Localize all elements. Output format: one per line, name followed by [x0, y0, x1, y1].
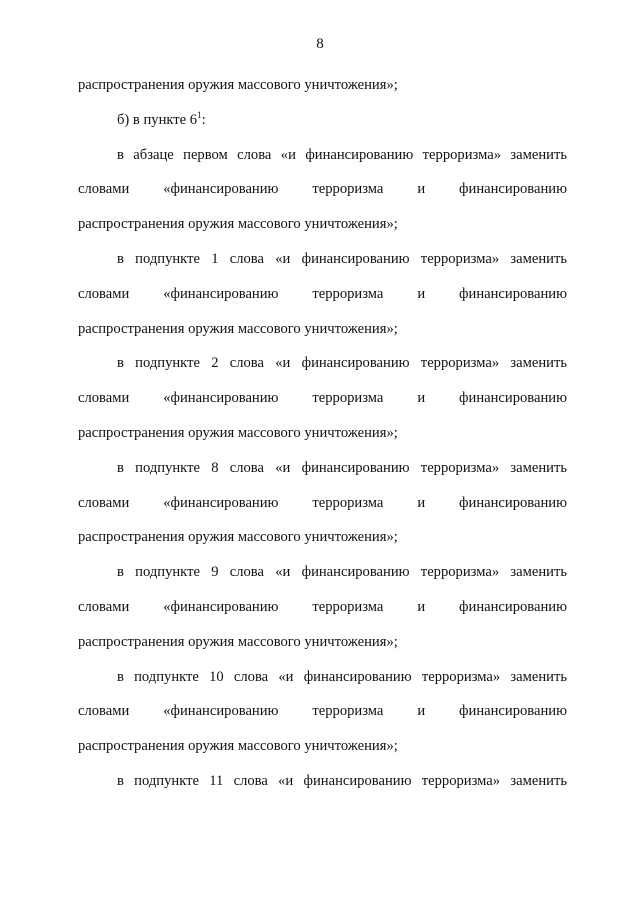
text-line — [78, 213, 567, 248]
text-line — [78, 492, 567, 527]
text-line-content: распространения оружия массового уничтожения»; — [78, 320, 398, 337]
text-line-content: словами «финансированию терроризма и финансированию — [78, 390, 567, 407]
text-line — [78, 735, 567, 770]
text-line — [78, 248, 567, 283]
text-line — [78, 422, 567, 457]
text-line-content: словами «финансированию терроризма и финансированию — [78, 703, 567, 720]
text-line — [78, 318, 567, 353]
text-line-content: б) в пункте 6 — [117, 111, 198, 128]
text-line — [78, 74, 567, 109]
text-line — [78, 526, 567, 561]
text-line-content: в подпункте 11 слова «и финансированию терроризма» заменить — [117, 772, 567, 789]
text-line-content: словами «финансированию терроризма и финансированию — [78, 181, 567, 198]
text-line-content: словами «финансированию терроризма и финансированию — [78, 598, 567, 615]
text-line-content: распространения оружия массового уничтожения»; — [78, 633, 398, 650]
text-line-content: распространения оружия массового уничтожения»; — [78, 738, 398, 755]
text-line — [78, 596, 567, 631]
page-number: 8 — [316, 36, 324, 52]
text-line-content: в подпункте 9 слова «и финансированию терроризма» заменить — [117, 564, 567, 581]
text-line — [78, 178, 567, 213]
text-line-tail: : — [201, 111, 206, 128]
text-line — [78, 144, 567, 179]
text-line-content: распространения оружия массового уничтожения»; — [78, 77, 398, 93]
text-line-content: в подпункте 10 слова «и финансированию терроризма» заменить — [117, 668, 567, 685]
superscript: 1 — [197, 109, 202, 120]
text-line-content: в подпункте 1 слова «и финансированию терроризма» заменить — [117, 250, 567, 267]
text-line-content: в подпункте 2 слова «и финансированию терроризма» заменить — [117, 355, 567, 372]
text-line-content: в подпункте 8 слова «и финансированию терроризма» заменить — [117, 459, 567, 476]
text-line — [78, 770, 567, 805]
text-line — [78, 561, 567, 596]
text-line-content: словами «финансированию терроризма и финансированию — [78, 494, 567, 511]
text-line-content: распространения оружия массового уничтожения»; — [78, 529, 398, 546]
text-line — [78, 666, 567, 701]
text-line — [78, 631, 567, 666]
text-line-content: распространения оружия массового уничтожения»; — [78, 424, 398, 441]
text-line — [78, 387, 567, 422]
document-body — [78, 74, 567, 805]
text-line-content: в абзаце первом слова «и финансированию терроризма» заменить — [117, 146, 567, 163]
text-line-content: распространения оружия массового уничтожения»; — [78, 216, 398, 233]
text-line — [78, 352, 567, 387]
text-line — [78, 283, 567, 318]
text-line — [78, 109, 567, 144]
text-line — [78, 700, 567, 735]
text-line — [78, 457, 567, 492]
text-line-content: словами «финансированию терроризма и финансированию — [78, 285, 567, 302]
